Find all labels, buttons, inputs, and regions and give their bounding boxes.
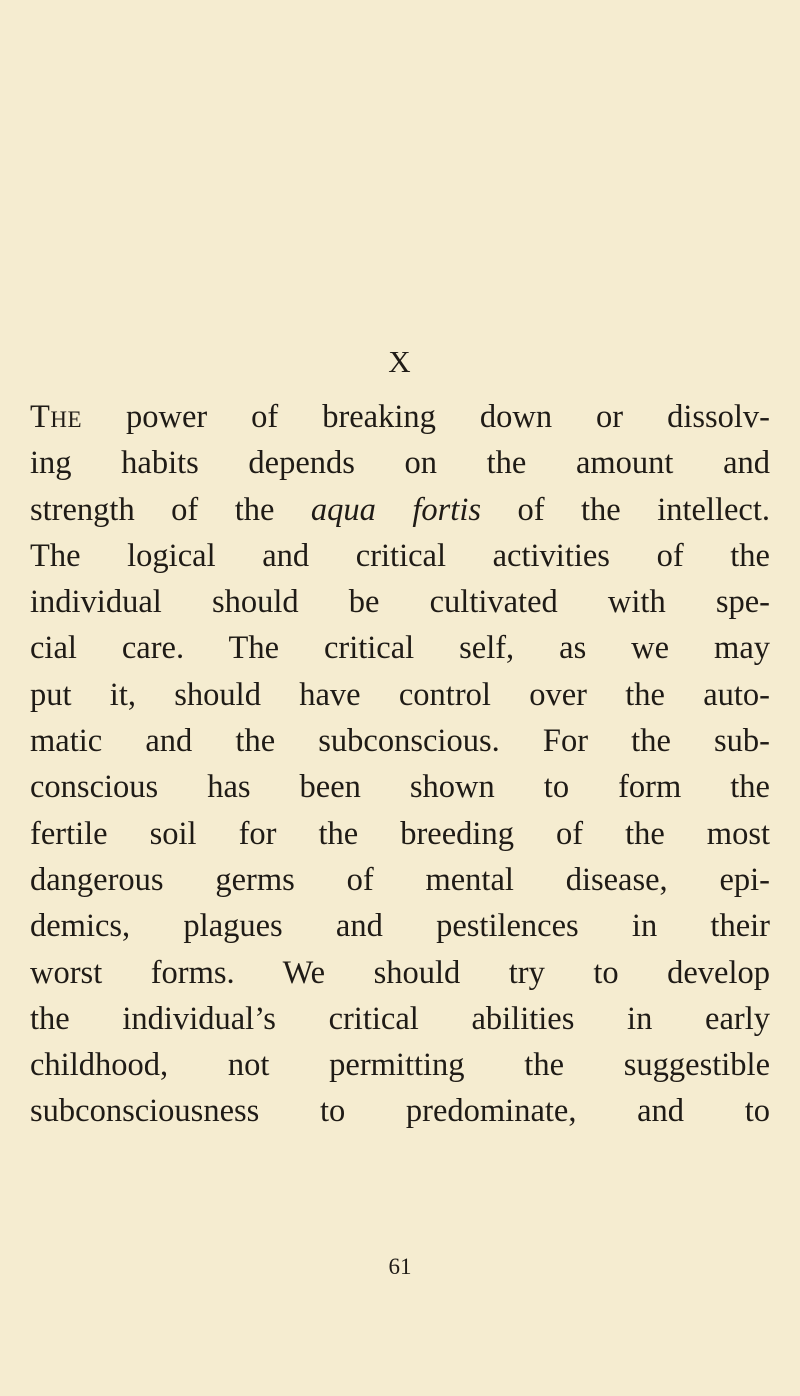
italic-phrase: aqua fortis <box>310 491 482 528</box>
text-line: conscious has been shown to form the <box>30 769 770 806</box>
body-paragraph <box>30 394 770 1135</box>
text-line <box>30 487 770 533</box>
line-text: strength of the <box>30 491 311 528</box>
text-line <box>30 394 770 440</box>
line-text: power of breaking down or dissolv- <box>82 399 770 435</box>
text-line: individual should be cultivated with spe- <box>30 584 770 621</box>
text-line: fertile soil for the breeding of the most <box>30 815 770 852</box>
text-line: dangerous germs of mental disease, epi- <box>30 861 770 898</box>
text-line: childhood, not permitting the suggestible <box>30 1047 770 1084</box>
line-text: of the intellect. <box>481 491 771 528</box>
section-numeral: X <box>388 344 412 379</box>
lead-word: The <box>30 399 83 435</box>
text-line: the individual’s critical abilities in early <box>30 1000 770 1037</box>
page-number: 61 <box>388 1254 412 1279</box>
text-line: cial care. The critical self, as we may <box>30 630 770 667</box>
text-line: subconsciousness to predominate, and to <box>30 1093 770 1130</box>
text-line: worst forms. We should try to develop <box>30 954 770 991</box>
text-line: put it, should have control over the auto- <box>30 676 770 713</box>
text-line: ing habits depends on the amount and <box>30 445 770 482</box>
text-line: The logical and critical activities of the <box>30 537 770 574</box>
text-line: demics, plagues and pestilences in their <box>30 908 770 945</box>
text-line: matic and the subconscious. For the sub- <box>30 723 770 760</box>
